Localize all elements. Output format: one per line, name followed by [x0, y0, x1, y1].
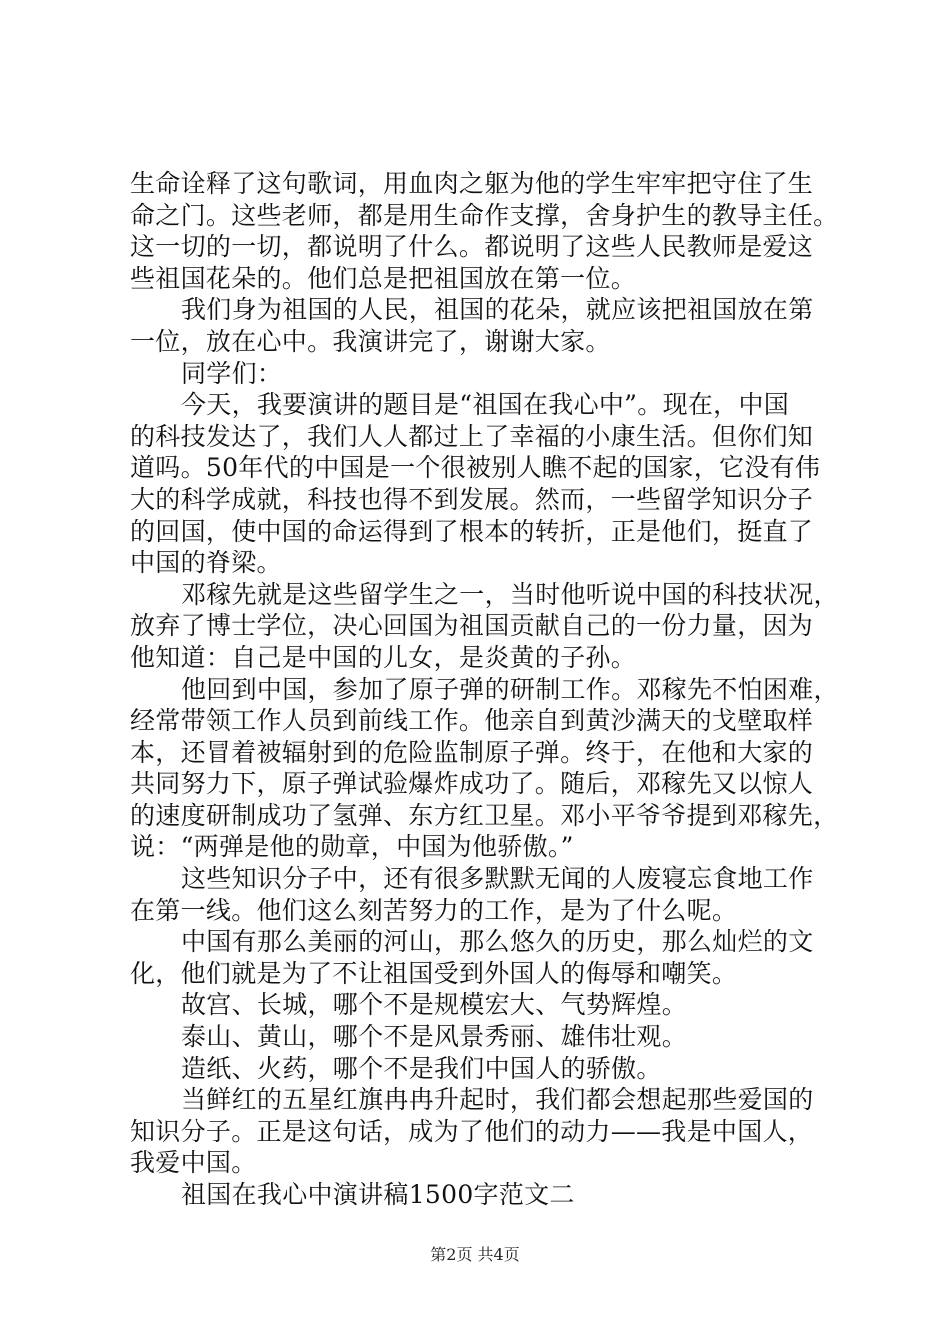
text-line: 的科技发达了，我们人人都过上了幸福的小康生活。但你们知 [130, 421, 814, 451]
text-line: 放弃了博士学位，决心回国为祖国贡献自己的一份力量，因为 [130, 611, 814, 641]
text-line: 这些知识分子中，还有很多默默无闻的人废寝忘食地工作 [181, 864, 814, 894]
text-line: 他知道：自己是中国的儿女，是炎黄的子孙。 [130, 642, 637, 672]
text-line: 经常带领工作人员到前线工作。他亲自到黄沙满天的戈壁取样 [130, 706, 814, 736]
text-line: 些祖国花朵的。他们总是把祖国放在第一位。 [130, 263, 637, 293]
text-line: 一位，放在心中。我演讲完了，谢谢大家。 [130, 326, 611, 356]
text-line: 生命诠释了这句歌词，用血肉之躯为他的学生牢牢把守住了生 [130, 169, 814, 198]
page-footer [0, 1244, 950, 1266]
text-line: 中国的脊梁。 [130, 548, 282, 578]
text-line: 这一切的一切，都说明了什么。都说明了这些人民教师是爱这 [130, 232, 814, 262]
text-line: 说：“两弹是他的勋章，中国为他骄傲。” [130, 832, 574, 862]
text-line: 泰山、黄山，哪个不是风景秀丽、雄伟壮观。 [181, 1022, 688, 1052]
text-line: 当鲜红的五星红旗冉冉升起时，我们都会想起那些爱国的 [181, 1085, 814, 1115]
text-line: 造纸、火药，哪个不是我们中国人的骄傲。 [181, 1053, 662, 1083]
text-line: 本，还冒着被辐射到的危险监制原子弹。终于，在他和大家的 [130, 737, 814, 767]
text-line: 我爱中国。 [130, 1148, 257, 1178]
text-line: 化，他们就是为了不让祖国受到外国人的侮辱和嘲笑。 [130, 958, 738, 988]
text-line: 道吗。50年代的中国是一个很被别人瞧不起的国家，它没有伟 [130, 453, 821, 483]
text-line: 今天，我要演讲的题目是“祖国在我心中”。现在，中国 [181, 390, 790, 420]
text-line: 邓稼先就是这些留学生之一，当时他听说中国的科技状况， [181, 579, 839, 609]
page-number-label: 第2页 共4页 [430, 1245, 520, 1264]
text-line: 在第一线。他们这么刻苦努力的工作，是为了什么呢。 [130, 895, 738, 925]
text-line: 我们身为祖国的人民，祖国的花朵，就应该把祖国放在第 [181, 295, 814, 325]
document-body [130, 168, 839, 1211]
text-line: 的回国，使中国的命运得到了根本的转折，正是他们，挺直了 [130, 516, 814, 546]
text-line: 中国有那么美丽的河山，那么悠久的历史，那么灿烂的文 [181, 927, 814, 957]
text-line: 祖国在我心中演讲稿1500字范文二 [181, 1180, 575, 1209]
text-line: 故宫、长城，哪个不是规模宏大、气势辉煌。 [181, 990, 688, 1020]
text-line: 大的科学成就，科技也得不到发展。然而，一些留学知识分子 [130, 484, 814, 514]
text-line: 的速度研制成功了氢弹、东方红卫星。邓小平爷爷提到邓稼先， [130, 800, 839, 830]
text-line: 知识分子。正是这句话，成为了他们的动力——我是中国人， [130, 1116, 814, 1146]
text-line: 命之门。这些老师，都是用生命作支撑，舍身护生的教导主任。 [130, 200, 839, 230]
text-line: 他回到中国，参加了原子弹的研制工作。邓稼先不怕困难， [181, 674, 839, 704]
text-line: 同学们： [181, 358, 283, 388]
text-line: 共同努力下，原子弹试验爆炸成功了。随后，邓稼先又以惊人 [130, 769, 814, 799]
